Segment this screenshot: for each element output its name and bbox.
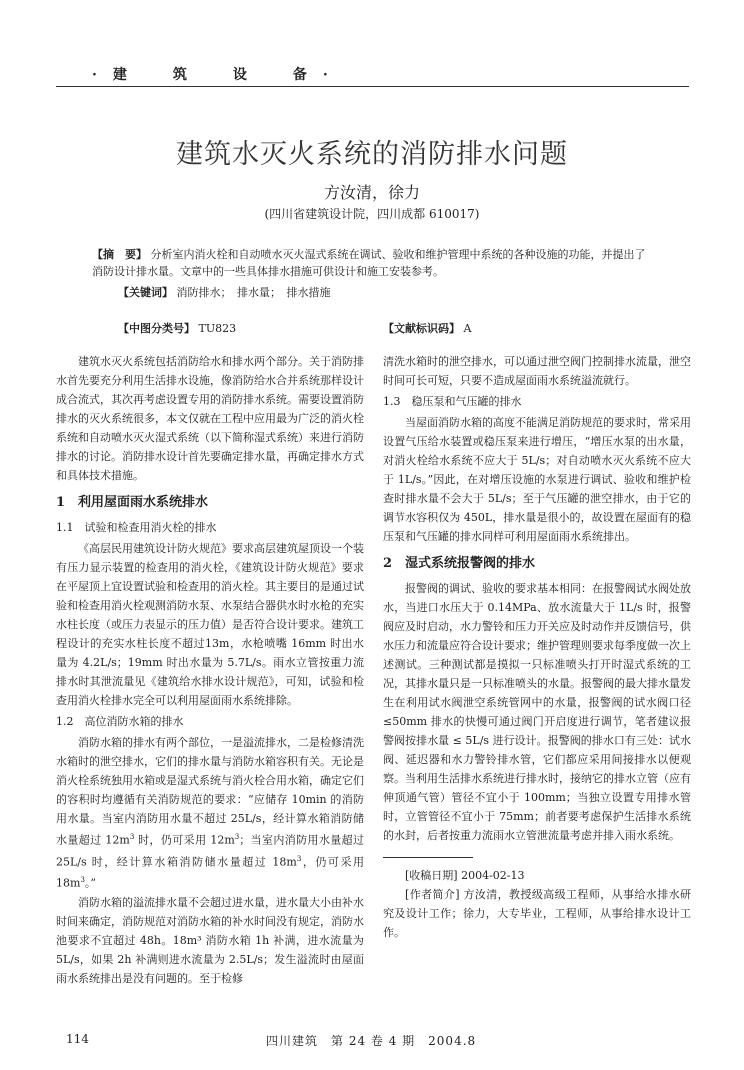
superscript: 3 [129, 833, 135, 841]
section-1-3-heading: 1.3 稳压泵和气压罐的排水 [383, 395, 522, 408]
superscript: 3 [296, 854, 302, 863]
authors: 方汝清，徐力 [323, 183, 420, 202]
abstract [92, 246, 652, 280]
section-1-2-heading: 1.2 高位消防水箱的排水 [56, 715, 184, 728]
abstract-text: 分析室内消火栓和自动喷水灭火湿式系统在调试、验收和维护管理中系统的各种设施的功能，并提出了消防设计排水量。文章中的一些具体排水措施可供设计和施工安装参考。 [92, 248, 646, 278]
text-run: 。” [84, 876, 97, 890]
section-1-1-heading: 1.1 试验和检查用消火栓的排水 [56, 521, 217, 534]
journal-footer: 四川建筑 第 24 卷 4 期 2004.8 [266, 1034, 477, 1048]
section-1-2-paragraph [56, 733, 364, 893]
author-bio: [作者简介] 方汝清，教授级高级工程师，从事给水排水研究及设计工作；徐力，大专毕业，工程师，从事给排水设计工作。 [383, 888, 691, 939]
right-column [383, 352, 691, 942]
text-run: ；当室内消防用水量超过 25L/s 时，经计算水箱消防储水量超过 18m [56, 833, 365, 869]
section-1-heading: 1 利用屋面雨水系统排水 [56, 495, 209, 510]
superscript: 3 [80, 876, 85, 885]
section-1-2-paragraph-2: 消防水箱的溢流排水量不会超过进水量，进水量大小由补水时间来确定，消防规范对消防水箱的补水时间没有规定，消防水池要求不宜超过 48h。18m³ 消防水箱 1h 补满，进水流量为 5L/s，如果 2h 补满则进水流量为 2.5L/s；发生溢流时由屋面雨水系统排出是没有问题的。至于检修 [56, 895, 364, 985]
abstract-label: 【摘 要】 [92, 248, 147, 261]
superscript: 3 [234, 833, 240, 841]
section-2-heading: 2 湿式系统报警阀的排水 [383, 556, 536, 571]
text-run: ，仍可采用 18m [56, 855, 365, 890]
affiliation: (四川省建筑设计院，四川成都 610017) [264, 207, 480, 221]
footnote-rule [383, 857, 473, 858]
text-run: 时，仍可采用 12m [134, 833, 235, 847]
left-column [56, 352, 364, 988]
journal-section-header: ·建 筑 设 备· [92, 67, 344, 83]
section-1-1-paragraph: 《高层民用建筑设计防火规范》要求高层建筑屋顶设一个装有压力显示装置的检查用的消火栓，《建筑设计防火规范》要求在平屋顶上宜设置试验和检查用的消火栓。其主要目的是通过试验和检查用消火栓观测消防水泵、水泵结合器供水时水枪的充实水柱长度（或压力表显示的压力值）是否符合设计要求。建筑工程设计的充实水柱长度不超过13m，水枪喷嘴 16mm 时出水量为 4.2L/s；19mm 时出水量为 5.7L/s。雨水立管按重力流排水时其泄流量见《建筑给水排水设计规范》，可知，试验和检查用消火栓排水完全可以利用屋面雨水系统排除。 [56, 542, 364, 707]
intro-paragraph: 建筑水灭火系统包括消防给水和排水两个部分。关于消防排水首先要充分利用生活排水设施，像消防给水合并系统那样设计成合流式，其次再考虑设置专用的消防排水系统。需要设置消防排水的灭火系统很多，本文仅就在工程中应用最为广泛的消火栓系统和自动喷水灭火湿式系统（以下简称湿式系统）来进行消防排水的讨论。消防排水设计首先要确定排水量，再确定排水方式和具体技术措施。 [56, 355, 364, 482]
doc-code-label: 【文献标识码】 [383, 322, 460, 335]
section-1-3-paragraph: 当屋面消防水箱的高度不能满足消防规范的要求时，常采用设置气压给水装置或稳压泵来进行增压，“增压水泵的出水量，对消火栓给水系统不应大于 5L/s；对自动喷水灭火系统不应大于 1L/s。”因此，在对增压设施的水泵进行调试、验收和维护检查时排水量不会大于 5L/s；至于气压罐的泄空排水，由于它的调节水容积仅为 450L，排水量是很小的，故设置在屋面有的稳压泵和气压罐的排水同样可利用屋面雨水系统排出。 [383, 416, 691, 543]
header-rule [56, 86, 689, 87]
page-number: 114 [66, 1032, 89, 1046]
keywords-text: 消防排水； 排水量； 排水措施 [176, 286, 331, 299]
keywords [118, 284, 331, 300]
paper-title: 建筑水灭火系统的消防排水问题 [176, 139, 568, 170]
classification [118, 320, 236, 336]
classification-label: 【中图分类号】 [118, 322, 195, 335]
classification-value: TU823 [198, 322, 237, 335]
doc-code-value: A [463, 322, 472, 335]
footnotes [383, 866, 691, 942]
section-2-paragraph: 报警阀的调试、验收的要求基本相同：在报警阀试水阀处放水，当进口水压大于 0.14MPa、放水流量大于 1L/s 时，报警阀应及时启动，水力警铃和压力开关应及时动作并反馈信号，供水压力和流量应符合设计要求；维护管理则要求每季度做一次上述测试。三种测试都是摸拟一只标准喷头打开时湿式系统的工况，其排水量只是一只标准喷头的水量。报警阀的最大排水量发生在利用试水阀泄空系统管网中的水量，报警阀的试水阀口径 ≤50mm 排水的快慢可通过阀门开启度进行调节，笔者建议报警阀按排水量 ≤ 5L/s 进行设计。报警阀的排水口有三处：试水阀、延迟器和水力警铃排水管，它们都应采用间接排水以便观察。当利用生活排水系统进行排水时，接纳它的排水立管（应有伸顶通气管）管径不宜小于 100mm；当独立设置专用排水管时，立管管径不宜小于 75mm；前者要考虑保护生活排水系统的水封，后者按重力流雨水立管泄流量考虑并排入雨水系统。 [383, 582, 691, 842]
keywords-label: 【关键词】 [118, 286, 173, 299]
received-date: [收稿日期] 2004-02-13 [405, 869, 525, 882]
doc-code [383, 320, 471, 336]
continued-paragraph: 清洗水箱时的泄空排水，可以通过泄空阀门控制排水流量，泄空时间可长可短，只要不造成屋面雨水系统溢流就行。 [383, 355, 691, 387]
text-run: 消防水箱的排水有两个部位，一是溢流排水，二是检修清洗水箱时的泄空排水，它们的排水量与消防水箱容积有关。无论是消火栓系统独用水箱或是湿式系统与消火栓合用水箱，确定它们的容积时均遵循有关消防规范的要求：“应储存 10min 的消防用水量。当室内消防用水量不超过 25L/s，经计算水箱消防储水量超过 12m [56, 736, 364, 847]
